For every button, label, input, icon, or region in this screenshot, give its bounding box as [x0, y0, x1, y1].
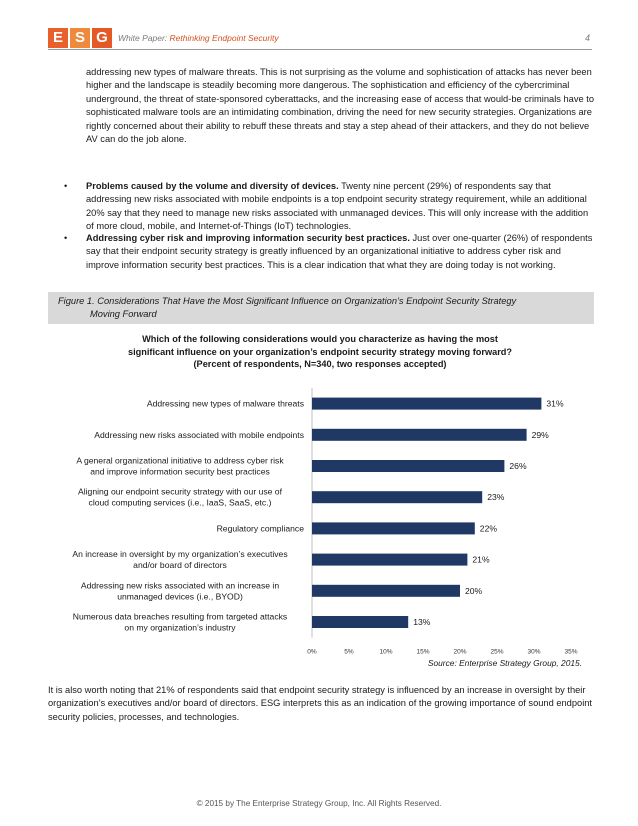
chart-title-line: significant influence on your organization’s endpoint security strategy moving forward? — [127, 346, 513, 357]
chart-title-line: (Percent of respondents, N=340, two responses accepted) — [193, 359, 447, 370]
bar — [312, 491, 482, 503]
header-title-prefix: White Paper: — [118, 33, 170, 43]
category-label: Regulatory compliance — [216, 523, 304, 534]
x-tick-label: 25% — [490, 648, 504, 656]
page-footer: © 2015 by The Enterprise Strategy Group, Inc. All Rights Reserved. — [196, 799, 442, 808]
logo-letter-e: E — [48, 28, 68, 48]
bar-value-label: 31% — [546, 398, 564, 409]
page-header — [48, 28, 592, 50]
page-number: 4 — [584, 33, 590, 43]
bar — [312, 616, 408, 628]
bullet-lead: Addressing cyber risk and improving information security best practices. — [86, 233, 410, 243]
x-tick-label: 15% — [416, 648, 430, 656]
figure-caption-line2: Moving Forward — [90, 309, 157, 319]
chart-title-line: Which of the following considerations would you characterize as having the most — [142, 334, 498, 344]
x-tick-label: 20% — [453, 648, 467, 656]
bar — [312, 585, 460, 597]
bullet-icon: • — [64, 181, 68, 191]
x-tick-label: 30% — [527, 648, 541, 656]
x-tick-label: 0% — [307, 648, 317, 656]
bar — [312, 522, 475, 534]
chart-title — [60, 333, 580, 371]
intro-paragraph: addressing new types of malware threats. This is not surprising as the volume and sophistication of attacks has never been higher and the landscape is steadily becoming more dangerous. The sophistication and efficiency of the cybercriminal underground, the threat of state-sponsored cyberattacks, and the increasing ease of access that would-be criminals have to sophisticated malware tools are an intimidating combination, driving the need for new security strategies. Organizations are rightly concerned about their ability to rebuff these threats and stay a step ahead of their attackers, and they do not believe AV can do the job alone. — [86, 67, 595, 145]
header-title-highlight: Rethinking Endpoint Security — [169, 33, 279, 43]
logo-letter-s: S — [70, 28, 90, 48]
bar-value-label: 20% — [465, 585, 483, 596]
esg-logo — [48, 28, 114, 48]
figure-caption-line1: Figure 1. Considerations That Have the Most Significant Influence on Organization’s Endpoint Security Strategy — [58, 296, 517, 306]
figure-caption — [48, 292, 594, 324]
bar-value-label: 29% — [531, 429, 549, 440]
bullet-icon: • — [64, 233, 68, 243]
header-title — [118, 33, 279, 43]
category-label: Addressing new risks associated with an increase in unmanaged devices (i.e., BYOD) — [80, 580, 280, 602]
category-label: Aligning our endpoint security strategy with our use of cloud computing services (i.e., IaaS, SaaS, etc.) — [78, 486, 282, 508]
bullet-body: Twenty nine percent (29%) of respondents say that addressing new risks associated with mobile endpoints is a top endpoint security strategy requirement, while an additional 20% say that they need to manage new risks associated with unmanaged devices. This will only increase with the addition of more cloud, mobile, and Internet-of-Things (IoT) technologies. — [86, 181, 589, 232]
category-label: An increase in oversight by my organization’s executives and/or board of directors — [72, 549, 288, 571]
bullet-lead: Problems caused by the volume and diversity of devices. — [86, 181, 339, 191]
x-tick-label: 35% — [564, 648, 578, 656]
bar — [312, 398, 541, 410]
bar-value-label: 23% — [487, 492, 505, 503]
outro-paragraph: It is also worth noting that 21% of respondents said that endpoint security strategy is influenced by an increase in oversight by their organization’s executives and/or board of directors. ESG interprets this as an indication of the growing importance of sound endpoint security policies, processes, and technologies. — [48, 685, 593, 722]
bar — [312, 554, 467, 566]
bar-value-label: 26% — [509, 461, 527, 471]
bullet-body: Just over one-quarter (26%) of respondents say that their endpoint security strategy is greatly influenced by an organizational initiative to address cyber risk and improve information security best practices. This is a clear indication that what they are doing today is not working. — [86, 233, 593, 270]
category-label: Addressing new types of malware threats — [146, 398, 304, 409]
bullet-text — [86, 232, 594, 272]
x-tick-label: 5% — [344, 648, 354, 656]
logo-letter-g: G — [92, 28, 112, 48]
bar-value-label: 13% — [413, 617, 431, 627]
figure-source: Source: Enterprise Strategy Group, 2015. — [427, 658, 582, 668]
bar — [312, 460, 504, 472]
bar-value-label: 22% — [479, 523, 498, 534]
bar-value-label: 21% — [472, 554, 490, 565]
category-label: Addressing new risks associated with mobile endpoints — [94, 429, 304, 440]
bar — [312, 429, 527, 441]
bullet-text — [86, 180, 594, 234]
x-tick-label: 10% — [379, 648, 393, 656]
header-divider — [48, 49, 592, 50]
category-label: A general organizational initiative to address cyber risk and improve information security best practices — [76, 455, 284, 477]
bar-chart — [40, 380, 600, 672]
category-label: Numerous data breaches resulting from targeted attacks on my organization’s industry — [72, 611, 288, 633]
